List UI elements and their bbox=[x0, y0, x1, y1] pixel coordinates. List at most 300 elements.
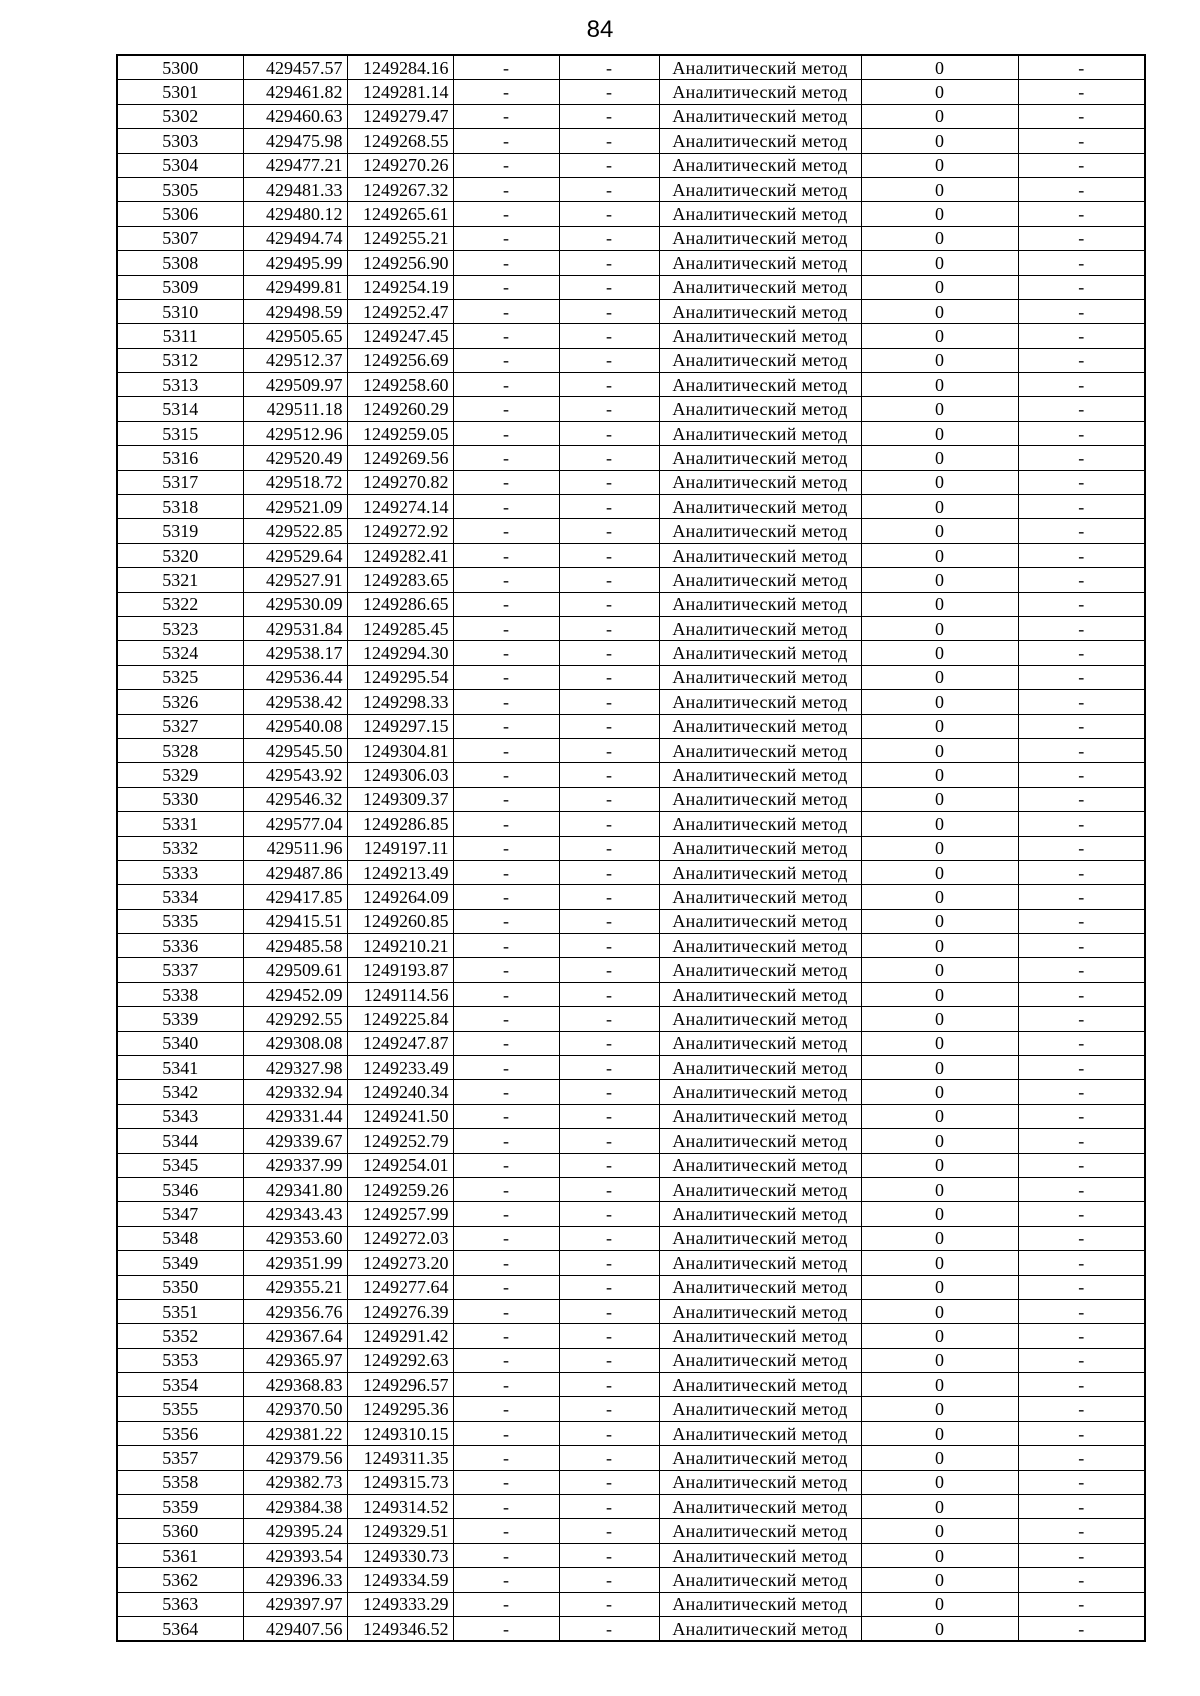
table-row bbox=[117, 738, 1145, 762]
column-4-cell: - bbox=[453, 1373, 559, 1397]
method-cell: Аналитический метод bbox=[659, 226, 861, 250]
column-8-cell: - bbox=[1018, 80, 1145, 104]
table-row bbox=[117, 885, 1145, 909]
x-coordinate-cell: 429509.97 bbox=[243, 373, 347, 397]
column-7-cell: 0 bbox=[861, 1470, 1018, 1494]
method-cell: Аналитический метод bbox=[659, 55, 861, 80]
x-coordinate-cell: 429417.85 bbox=[243, 885, 347, 909]
column-7-cell: 0 bbox=[861, 1617, 1018, 1642]
x-coordinate-cell: 429511.18 bbox=[243, 397, 347, 421]
point-number-cell: 5349 bbox=[117, 1251, 243, 1275]
column-7-cell: 0 bbox=[861, 177, 1018, 201]
method-cell: Аналитический метод bbox=[659, 958, 861, 982]
point-number-cell: 5363 bbox=[117, 1592, 243, 1616]
column-8-cell: - bbox=[1018, 1373, 1145, 1397]
column-8-cell: - bbox=[1018, 1129, 1145, 1153]
column-7-cell: 0 bbox=[861, 812, 1018, 836]
point-number-cell: 5353 bbox=[117, 1348, 243, 1372]
y-coordinate-cell: 1249213.49 bbox=[347, 860, 453, 884]
y-coordinate-cell: 1249270.26 bbox=[347, 153, 453, 177]
column-4-cell: - bbox=[453, 226, 559, 250]
column-7-cell: 0 bbox=[861, 1568, 1018, 1592]
y-coordinate-cell: 1249291.42 bbox=[347, 1324, 453, 1348]
method-cell: Аналитический метод bbox=[659, 104, 861, 128]
column-4-cell: - bbox=[453, 80, 559, 104]
column-7-cell: 0 bbox=[861, 1373, 1018, 1397]
column-8-cell: - bbox=[1018, 1568, 1145, 1592]
column-4-cell: - bbox=[453, 1104, 559, 1128]
column-4-cell: - bbox=[453, 129, 559, 153]
method-cell: Аналитический метод bbox=[659, 1519, 861, 1543]
method-cell: Аналитический метод bbox=[659, 787, 861, 811]
method-cell: Аналитический метод bbox=[659, 1031, 861, 1055]
x-coordinate-cell: 429452.09 bbox=[243, 982, 347, 1006]
column-8-cell: - bbox=[1018, 738, 1145, 762]
y-coordinate-cell: 1249281.14 bbox=[347, 80, 453, 104]
column-7-cell: 0 bbox=[861, 909, 1018, 933]
y-coordinate-cell: 1249254.19 bbox=[347, 275, 453, 299]
column-5-cell: - bbox=[559, 1324, 659, 1348]
column-5-cell: - bbox=[559, 1299, 659, 1323]
point-number-cell: 5331 bbox=[117, 812, 243, 836]
method-cell: Аналитический метод bbox=[659, 1177, 861, 1201]
column-5-cell: - bbox=[559, 1617, 659, 1642]
point-number-cell: 5318 bbox=[117, 495, 243, 519]
column-8-cell: - bbox=[1018, 1056, 1145, 1080]
method-cell: Аналитический метод bbox=[659, 470, 861, 494]
table-row bbox=[117, 1031, 1145, 1055]
point-number-cell: 5301 bbox=[117, 80, 243, 104]
column-5-cell: - bbox=[559, 1446, 659, 1470]
column-4-cell: - bbox=[453, 787, 559, 811]
x-coordinate-cell: 429367.64 bbox=[243, 1324, 347, 1348]
x-coordinate-cell: 429498.59 bbox=[243, 299, 347, 323]
column-5-cell: - bbox=[559, 275, 659, 299]
column-7-cell: 0 bbox=[861, 519, 1018, 543]
column-8-cell: - bbox=[1018, 373, 1145, 397]
column-7-cell: 0 bbox=[861, 397, 1018, 421]
column-8-cell: - bbox=[1018, 519, 1145, 543]
method-cell: Аналитический метод bbox=[659, 446, 861, 470]
y-coordinate-cell: 1249330.73 bbox=[347, 1543, 453, 1567]
y-coordinate-cell: 1249272.92 bbox=[347, 519, 453, 543]
y-coordinate-cell: 1249309.37 bbox=[347, 787, 453, 811]
table-row bbox=[117, 982, 1145, 1006]
method-cell: Аналитический метод bbox=[659, 153, 861, 177]
column-7-cell: 0 bbox=[861, 421, 1018, 445]
column-4-cell: - bbox=[453, 1568, 559, 1592]
table-row bbox=[117, 1543, 1145, 1567]
column-4-cell: - bbox=[453, 665, 559, 689]
column-8-cell: - bbox=[1018, 470, 1145, 494]
method-cell: Аналитический метод bbox=[659, 763, 861, 787]
column-4-cell: - bbox=[453, 495, 559, 519]
column-4-cell: - bbox=[453, 885, 559, 909]
column-5-cell: - bbox=[559, 1031, 659, 1055]
column-4-cell: - bbox=[453, 1275, 559, 1299]
point-number-cell: 5347 bbox=[117, 1202, 243, 1226]
table-row bbox=[117, 1080, 1145, 1104]
x-coordinate-cell: 429460.63 bbox=[243, 104, 347, 128]
method-cell: Аналитический метод bbox=[659, 934, 861, 958]
method-cell: Аналитический метод bbox=[659, 1104, 861, 1128]
column-7-cell: 0 bbox=[861, 1348, 1018, 1372]
y-coordinate-cell: 1249284.16 bbox=[347, 55, 453, 80]
table-body bbox=[117, 55, 1145, 1641]
method-cell: Аналитический метод bbox=[659, 1080, 861, 1104]
point-number-cell: 5357 bbox=[117, 1446, 243, 1470]
method-cell: Аналитический метод bbox=[659, 568, 861, 592]
y-coordinate-cell: 1249197.11 bbox=[347, 836, 453, 860]
column-4-cell: - bbox=[453, 1226, 559, 1250]
x-coordinate-cell: 429457.57 bbox=[243, 55, 347, 80]
column-7-cell: 0 bbox=[861, 738, 1018, 762]
point-number-cell: 5362 bbox=[117, 1568, 243, 1592]
x-coordinate-cell: 429512.96 bbox=[243, 421, 347, 445]
column-8-cell: - bbox=[1018, 1470, 1145, 1494]
x-coordinate-cell: 429384.38 bbox=[243, 1495, 347, 1519]
column-5-cell: - bbox=[559, 226, 659, 250]
column-4-cell: - bbox=[453, 202, 559, 226]
x-coordinate-cell: 429530.09 bbox=[243, 592, 347, 616]
point-number-cell: 5333 bbox=[117, 860, 243, 884]
y-coordinate-cell: 1249311.35 bbox=[347, 1446, 453, 1470]
column-5-cell: - bbox=[559, 373, 659, 397]
point-number-cell: 5307 bbox=[117, 226, 243, 250]
column-4-cell: - bbox=[453, 1031, 559, 1055]
x-coordinate-cell: 429480.12 bbox=[243, 202, 347, 226]
column-7-cell: 0 bbox=[861, 1421, 1018, 1445]
point-number-cell: 5359 bbox=[117, 1495, 243, 1519]
x-coordinate-cell: 429477.21 bbox=[243, 153, 347, 177]
column-8-cell: - bbox=[1018, 1226, 1145, 1250]
column-5-cell: - bbox=[559, 616, 659, 640]
method-cell: Аналитический метод bbox=[659, 1373, 861, 1397]
column-7-cell: 0 bbox=[861, 592, 1018, 616]
method-cell: Аналитический метод bbox=[659, 1153, 861, 1177]
table-row bbox=[117, 1495, 1145, 1519]
column-5-cell: - bbox=[559, 763, 659, 787]
table-row bbox=[117, 519, 1145, 543]
column-4-cell: - bbox=[453, 592, 559, 616]
column-5-cell: - bbox=[559, 1080, 659, 1104]
table-row bbox=[117, 1275, 1145, 1299]
point-number-cell: 5308 bbox=[117, 251, 243, 275]
point-number-cell: 5339 bbox=[117, 1007, 243, 1031]
column-8-cell: - bbox=[1018, 153, 1145, 177]
column-7-cell: 0 bbox=[861, 714, 1018, 738]
column-8-cell: - bbox=[1018, 1543, 1145, 1567]
x-coordinate-cell: 429505.65 bbox=[243, 324, 347, 348]
column-4-cell: - bbox=[453, 763, 559, 787]
column-8-cell: - bbox=[1018, 982, 1145, 1006]
method-cell: Аналитический метод bbox=[659, 909, 861, 933]
column-5-cell: - bbox=[559, 1348, 659, 1372]
y-coordinate-cell: 1249334.59 bbox=[347, 1568, 453, 1592]
column-4-cell: - bbox=[453, 860, 559, 884]
column-7-cell: 0 bbox=[861, 982, 1018, 1006]
x-coordinate-cell: 429397.97 bbox=[243, 1592, 347, 1616]
column-7-cell: 0 bbox=[861, 1251, 1018, 1275]
y-coordinate-cell: 1249297.15 bbox=[347, 714, 453, 738]
column-4-cell: - bbox=[453, 934, 559, 958]
column-7-cell: 0 bbox=[861, 763, 1018, 787]
column-5-cell: - bbox=[559, 543, 659, 567]
point-number-cell: 5337 bbox=[117, 958, 243, 982]
coordinates-table bbox=[116, 54, 1146, 1642]
method-cell: Аналитический метод bbox=[659, 1421, 861, 1445]
x-coordinate-cell: 429529.64 bbox=[243, 543, 347, 567]
y-coordinate-cell: 1249210.21 bbox=[347, 934, 453, 958]
y-coordinate-cell: 1249269.56 bbox=[347, 446, 453, 470]
method-cell: Аналитический метод bbox=[659, 690, 861, 714]
point-number-cell: 5303 bbox=[117, 129, 243, 153]
column-5-cell: - bbox=[559, 129, 659, 153]
point-number-cell: 5345 bbox=[117, 1153, 243, 1177]
method-cell: Аналитический метод bbox=[659, 1275, 861, 1299]
x-coordinate-cell: 429370.50 bbox=[243, 1397, 347, 1421]
y-coordinate-cell: 1249247.87 bbox=[347, 1031, 453, 1055]
point-number-cell: 5312 bbox=[117, 348, 243, 372]
column-4-cell: - bbox=[453, 1007, 559, 1031]
column-5-cell: - bbox=[559, 1226, 659, 1250]
column-8-cell: - bbox=[1018, 714, 1145, 738]
y-coordinate-cell: 1249294.30 bbox=[347, 641, 453, 665]
column-7-cell: 0 bbox=[861, 1177, 1018, 1201]
column-5-cell: - bbox=[559, 1251, 659, 1275]
column-7-cell: 0 bbox=[861, 1056, 1018, 1080]
method-cell: Аналитический метод bbox=[659, 714, 861, 738]
column-7-cell: 0 bbox=[861, 1031, 1018, 1055]
column-5-cell: - bbox=[559, 495, 659, 519]
column-4-cell: - bbox=[453, 1299, 559, 1323]
table-row bbox=[117, 153, 1145, 177]
method-cell: Аналитический метод bbox=[659, 324, 861, 348]
table-row bbox=[117, 1324, 1145, 1348]
x-coordinate-cell: 429520.49 bbox=[243, 446, 347, 470]
y-coordinate-cell: 1249295.54 bbox=[347, 665, 453, 689]
x-coordinate-cell: 429461.82 bbox=[243, 80, 347, 104]
table-row bbox=[117, 665, 1145, 689]
column-4-cell: - bbox=[453, 1470, 559, 1494]
y-coordinate-cell: 1249247.45 bbox=[347, 324, 453, 348]
table-row bbox=[117, 641, 1145, 665]
point-number-cell: 5341 bbox=[117, 1056, 243, 1080]
method-cell: Аналитический метод bbox=[659, 982, 861, 1006]
column-4-cell: - bbox=[453, 1495, 559, 1519]
x-coordinate-cell: 429407.56 bbox=[243, 1617, 347, 1642]
column-5-cell: - bbox=[559, 397, 659, 421]
column-8-cell: - bbox=[1018, 275, 1145, 299]
column-4-cell: - bbox=[453, 1202, 559, 1226]
column-5-cell: - bbox=[559, 860, 659, 884]
table-row bbox=[117, 1592, 1145, 1616]
table-row bbox=[117, 397, 1145, 421]
method-cell: Аналитический метод bbox=[659, 1129, 861, 1153]
column-8-cell: - bbox=[1018, 177, 1145, 201]
table-row bbox=[117, 421, 1145, 445]
x-coordinate-cell: 429393.54 bbox=[243, 1543, 347, 1567]
column-7-cell: 0 bbox=[861, 104, 1018, 128]
column-8-cell: - bbox=[1018, 495, 1145, 519]
x-coordinate-cell: 429415.51 bbox=[243, 909, 347, 933]
point-number-cell: 5306 bbox=[117, 202, 243, 226]
y-coordinate-cell: 1249114.56 bbox=[347, 982, 453, 1006]
method-cell: Аналитический метод bbox=[659, 1470, 861, 1494]
column-5-cell: - bbox=[559, 177, 659, 201]
column-4-cell: - bbox=[453, 982, 559, 1006]
column-7-cell: 0 bbox=[861, 80, 1018, 104]
y-coordinate-cell: 1249260.29 bbox=[347, 397, 453, 421]
column-5-cell: - bbox=[559, 982, 659, 1006]
column-7-cell: 0 bbox=[861, 616, 1018, 640]
column-5-cell: - bbox=[559, 1129, 659, 1153]
x-coordinate-cell: 429481.33 bbox=[243, 177, 347, 201]
point-number-cell: 5335 bbox=[117, 909, 243, 933]
column-4-cell: - bbox=[453, 1446, 559, 1470]
x-coordinate-cell: 429546.32 bbox=[243, 787, 347, 811]
x-coordinate-cell: 429536.44 bbox=[243, 665, 347, 689]
column-4-cell: - bbox=[453, 348, 559, 372]
column-8-cell: - bbox=[1018, 543, 1145, 567]
method-cell: Аналитический метод bbox=[659, 1617, 861, 1642]
column-4-cell: - bbox=[453, 1421, 559, 1445]
method-cell: Аналитический метод bbox=[659, 1202, 861, 1226]
point-number-cell: 5346 bbox=[117, 1177, 243, 1201]
column-8-cell: - bbox=[1018, 397, 1145, 421]
table-row bbox=[117, 1056, 1145, 1080]
method-cell: Аналитический метод bbox=[659, 373, 861, 397]
column-8-cell: - bbox=[1018, 446, 1145, 470]
column-4-cell: - bbox=[453, 470, 559, 494]
column-4-cell: - bbox=[453, 1543, 559, 1567]
column-4-cell: - bbox=[453, 397, 559, 421]
table-row bbox=[117, 616, 1145, 640]
y-coordinate-cell: 1249276.39 bbox=[347, 1299, 453, 1323]
y-coordinate-cell: 1249252.79 bbox=[347, 1129, 453, 1153]
y-coordinate-cell: 1249225.84 bbox=[347, 1007, 453, 1031]
table-row bbox=[117, 1421, 1145, 1445]
column-8-cell: - bbox=[1018, 1299, 1145, 1323]
method-cell: Аналитический метод bbox=[659, 543, 861, 567]
column-4-cell: - bbox=[453, 1592, 559, 1616]
method-cell: Аналитический метод bbox=[659, 1348, 861, 1372]
x-coordinate-cell: 429495.99 bbox=[243, 251, 347, 275]
column-5-cell: - bbox=[559, 519, 659, 543]
y-coordinate-cell: 1249267.32 bbox=[347, 177, 453, 201]
table-row bbox=[117, 592, 1145, 616]
point-number-cell: 5302 bbox=[117, 104, 243, 128]
column-7-cell: 0 bbox=[861, 690, 1018, 714]
column-7-cell: 0 bbox=[861, 55, 1018, 80]
point-number-cell: 5360 bbox=[117, 1519, 243, 1543]
column-5-cell: - bbox=[559, 251, 659, 275]
table-row bbox=[117, 1007, 1145, 1031]
column-5-cell: - bbox=[559, 665, 659, 689]
point-number-cell: 5317 bbox=[117, 470, 243, 494]
column-7-cell: 0 bbox=[861, 1202, 1018, 1226]
column-7-cell: 0 bbox=[861, 787, 1018, 811]
point-number-cell: 5300 bbox=[117, 55, 243, 80]
x-coordinate-cell: 429356.76 bbox=[243, 1299, 347, 1323]
y-coordinate-cell: 1249306.03 bbox=[347, 763, 453, 787]
x-coordinate-cell: 429538.42 bbox=[243, 690, 347, 714]
table-row bbox=[117, 80, 1145, 104]
table-row bbox=[117, 763, 1145, 787]
column-8-cell: - bbox=[1018, 1031, 1145, 1055]
point-number-cell: 5313 bbox=[117, 373, 243, 397]
point-number-cell: 5328 bbox=[117, 738, 243, 762]
table-row bbox=[117, 299, 1145, 323]
column-7-cell: 0 bbox=[861, 836, 1018, 860]
column-7-cell: 0 bbox=[861, 1519, 1018, 1543]
column-7-cell: 0 bbox=[861, 251, 1018, 275]
y-coordinate-cell: 1249255.21 bbox=[347, 226, 453, 250]
column-8-cell: - bbox=[1018, 129, 1145, 153]
column-8-cell: - bbox=[1018, 909, 1145, 933]
table-row bbox=[117, 1177, 1145, 1201]
y-coordinate-cell: 1249292.63 bbox=[347, 1348, 453, 1372]
method-cell: Аналитический метод bbox=[659, 177, 861, 201]
column-5-cell: - bbox=[559, 1007, 659, 1031]
column-8-cell: - bbox=[1018, 763, 1145, 787]
table-row bbox=[117, 714, 1145, 738]
point-number-cell: 5305 bbox=[117, 177, 243, 201]
column-4-cell: - bbox=[453, 1177, 559, 1201]
x-coordinate-cell: 429355.21 bbox=[243, 1275, 347, 1299]
y-coordinate-cell: 1249314.52 bbox=[347, 1495, 453, 1519]
column-8-cell: - bbox=[1018, 299, 1145, 323]
table-row bbox=[117, 958, 1145, 982]
x-coordinate-cell: 429538.17 bbox=[243, 641, 347, 665]
column-7-cell: 0 bbox=[861, 1592, 1018, 1616]
column-8-cell: - bbox=[1018, 1617, 1145, 1642]
column-7-cell: 0 bbox=[861, 1397, 1018, 1421]
column-5-cell: - bbox=[559, 1373, 659, 1397]
point-number-cell: 5355 bbox=[117, 1397, 243, 1421]
x-coordinate-cell: 429527.91 bbox=[243, 568, 347, 592]
method-cell: Аналитический метод bbox=[659, 1568, 861, 1592]
column-5-cell: - bbox=[559, 421, 659, 445]
column-7-cell: 0 bbox=[861, 1275, 1018, 1299]
table-row bbox=[117, 568, 1145, 592]
point-number-cell: 5332 bbox=[117, 836, 243, 860]
x-coordinate-cell: 429543.92 bbox=[243, 763, 347, 787]
method-cell: Аналитический метод bbox=[659, 495, 861, 519]
column-4-cell: - bbox=[453, 177, 559, 201]
column-7-cell: 0 bbox=[861, 1446, 1018, 1470]
table-row bbox=[117, 1446, 1145, 1470]
y-coordinate-cell: 1249260.85 bbox=[347, 909, 453, 933]
x-coordinate-cell: 429332.94 bbox=[243, 1080, 347, 1104]
column-8-cell: - bbox=[1018, 616, 1145, 640]
column-8-cell: - bbox=[1018, 812, 1145, 836]
x-coordinate-cell: 429518.72 bbox=[243, 470, 347, 494]
column-5-cell: - bbox=[559, 1470, 659, 1494]
column-5-cell: - bbox=[559, 641, 659, 665]
y-coordinate-cell: 1249233.49 bbox=[347, 1056, 453, 1080]
point-number-cell: 5323 bbox=[117, 616, 243, 640]
x-coordinate-cell: 429308.08 bbox=[243, 1031, 347, 1055]
column-4-cell: - bbox=[453, 421, 559, 445]
y-coordinate-cell: 1249286.85 bbox=[347, 812, 453, 836]
column-7-cell: 0 bbox=[861, 129, 1018, 153]
column-5-cell: - bbox=[559, 1568, 659, 1592]
point-number-cell: 5320 bbox=[117, 543, 243, 567]
point-number-cell: 5343 bbox=[117, 1104, 243, 1128]
column-4-cell: - bbox=[453, 543, 559, 567]
point-number-cell: 5344 bbox=[117, 1129, 243, 1153]
